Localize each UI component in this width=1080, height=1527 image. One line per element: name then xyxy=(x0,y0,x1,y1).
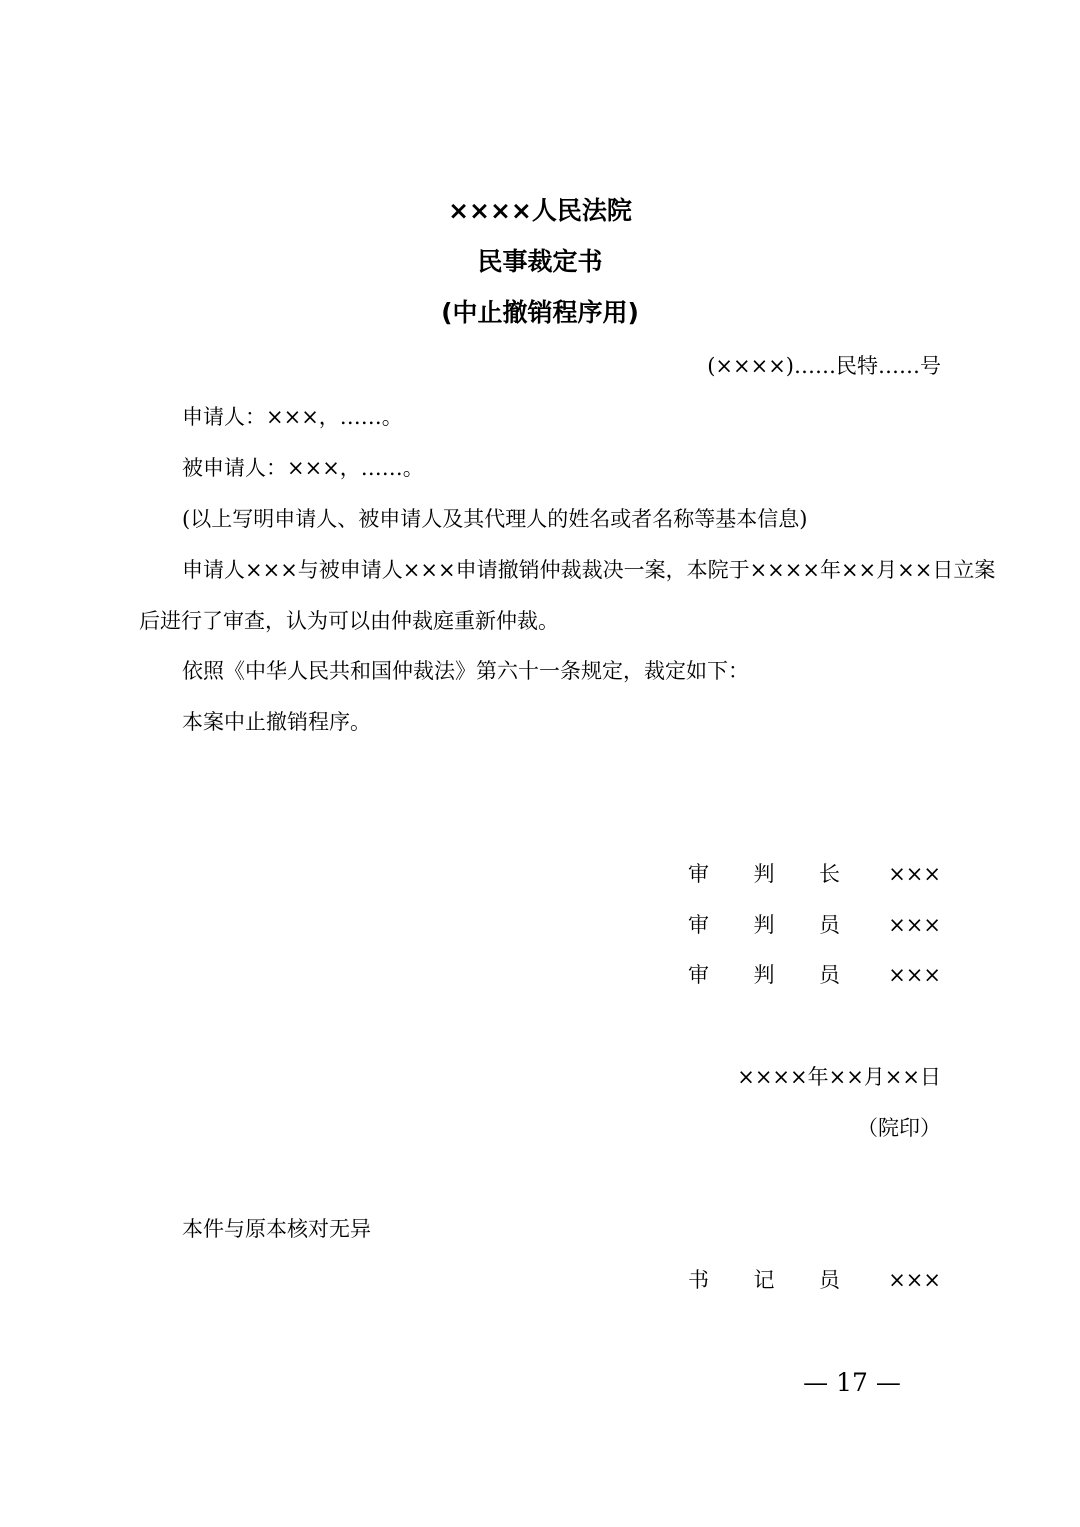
ruling-date: ××××年××月××日 xyxy=(737,1065,941,1089)
document-subtitle: (中止撤销程序用) xyxy=(441,298,639,327)
signature-name: ××× xyxy=(888,963,941,987)
case-number: (××××)……民特……号 xyxy=(707,354,941,378)
document-type: 民事裁定书 xyxy=(477,247,603,276)
signature-title: 书 记 员 xyxy=(688,1268,840,1292)
parties-note: (以上写明申请人、被申请人及其代理人的姓名或者名称等基本信息) xyxy=(182,507,808,531)
signature-title: 审 判 员 xyxy=(688,963,840,987)
signature-title: 审 判 长 xyxy=(688,862,840,886)
court-name: ××××人民法院 xyxy=(448,196,632,225)
verification-note: 本件与原本核对无异 xyxy=(182,1217,371,1241)
applicant-line: 申请人：×××，……。 xyxy=(182,405,403,429)
ruling-text: 本案中止撤销程序。 xyxy=(182,710,371,734)
signature-row-clerk xyxy=(688,1266,941,1294)
case-paragraph-line2: 后进行了审查，认为可以由仲裁庭重新仲裁。 xyxy=(139,609,559,633)
page-number: — 17 — xyxy=(803,1368,901,1397)
legal-basis-paragraph: 依照《中华人民共和国仲裁法》第六十一条规定，裁定如下： xyxy=(182,659,749,683)
respondent-line: 被申请人：×××，……。 xyxy=(182,456,424,480)
signature-row-judge-2 xyxy=(688,961,941,989)
signature-name: ××× xyxy=(888,1268,941,1292)
signature-title: 审 判 员 xyxy=(688,913,840,937)
signature-row-judge-1 xyxy=(688,911,941,939)
signature-name: ××× xyxy=(888,862,941,886)
case-paragraph-line1: 申请人×××与被申请人×××申请撤销仲裁裁决一案，本院于××××年××月××日立案 xyxy=(182,558,996,582)
signature-row-presiding-judge xyxy=(688,860,941,888)
signature-name: ××× xyxy=(888,913,941,937)
court-seal: （院印） xyxy=(857,1116,941,1140)
